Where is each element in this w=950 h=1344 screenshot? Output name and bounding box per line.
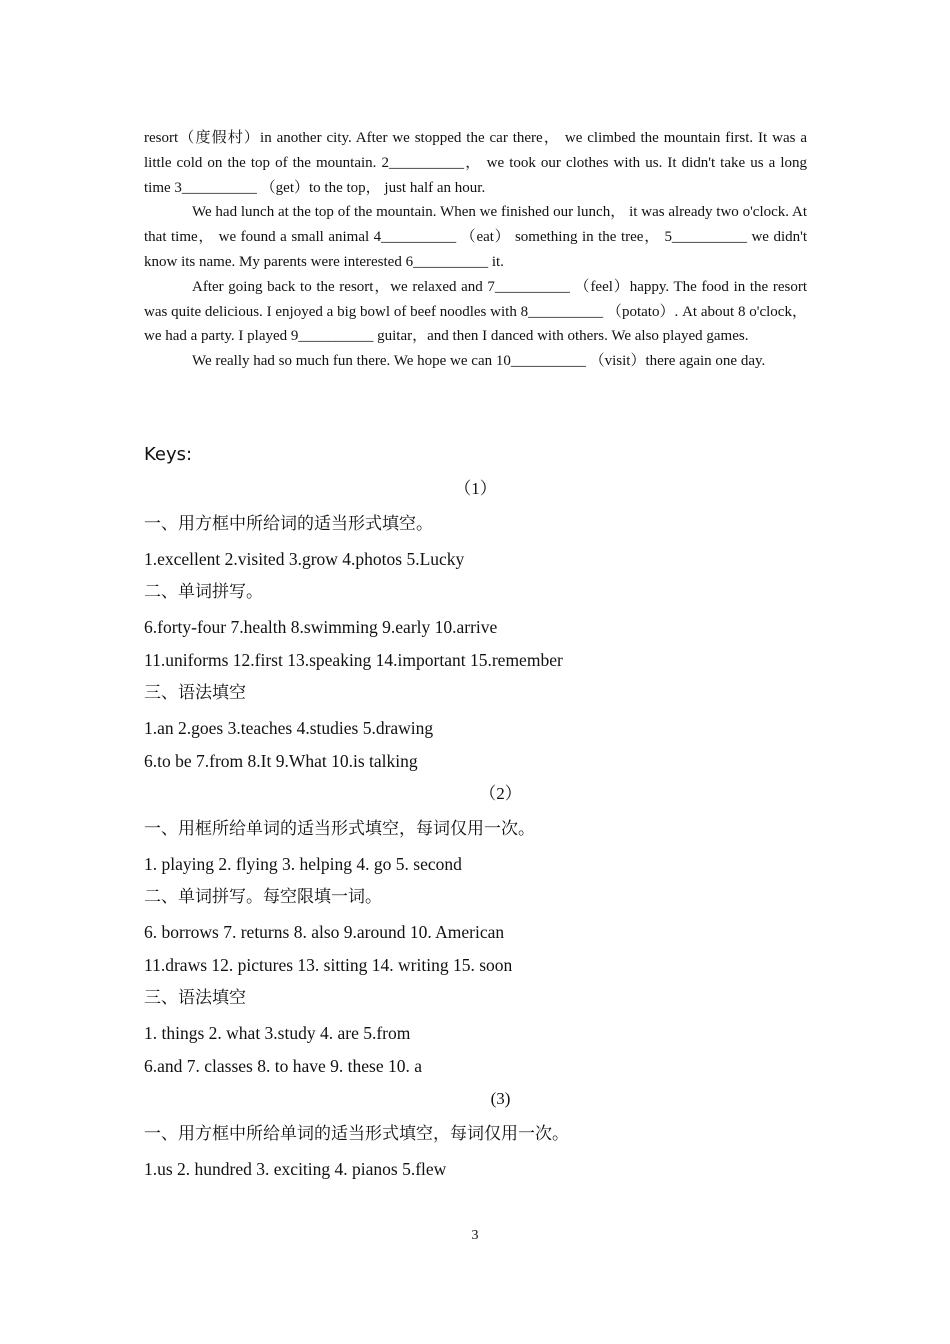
section-heading: 一、用方框中所给单词的适当形式填空，每词仅用一次。 xyxy=(144,1124,569,1144)
answer-line: 1.an 2.goes 3.teaches 4.studies 5.drawing xyxy=(144,718,434,738)
section-heading: 三、语法填空 xyxy=(144,988,246,1008)
section-heading: 二、单词拼写。每空限填一词。 xyxy=(144,887,382,907)
section-heading: 一、用方框中所给词的适当形式填空。 xyxy=(144,514,433,534)
answer-keys xyxy=(144,444,807,1189)
answer-line: 6.and 7. classes 8. to have 9. these 10. a xyxy=(144,1056,422,1076)
passage-paragraph: We had lunch at the top of the mountain. When we finished our lunch， it was already two o'clock. At that time， we found a small animal 4__________ （eat） something in the tree， 5__________ we didn't know its name. My parents were interested 6__________ it. xyxy=(144,204,807,270)
section-label-1: （1） xyxy=(454,479,497,498)
section-heading: 三、语法填空 xyxy=(144,683,246,703)
answer-line: 6. borrows 7. returns 8. also 9.around 10. American xyxy=(144,922,505,942)
section-heading: 二、单词拼写。 xyxy=(144,582,263,602)
answer-line: 11.draws 12. pictures 13. sitting 14. writing 15. soon xyxy=(144,955,513,975)
page-number: 3 xyxy=(471,1228,479,1243)
answer-line: 6.forty-four 7.health 8.swimming 9.early 10.arrive xyxy=(144,617,498,637)
answer-line: 11.uniforms 12.first 13.speaking 14.important 15.remember xyxy=(144,650,563,670)
answer-line: 1.us 2. hundred 3. exciting 4. pianos 5.flew xyxy=(144,1159,447,1179)
section-label-3: (3) xyxy=(490,1089,511,1108)
passage-paragraph: We really had so much fun there. We hope we can 10__________ （visit）there again one day. xyxy=(192,353,766,370)
reading-passage xyxy=(144,126,807,374)
section-label-2: （2） xyxy=(479,784,522,803)
keys-title: Keys: xyxy=(144,444,193,465)
answer-line: 1. playing 2. flying 3. helping 4. go 5. second xyxy=(144,854,462,874)
answer-line: 1.excellent 2.visited 3.grow 4.photos 5.Lucky xyxy=(144,549,465,569)
section-heading: 一、用框所给单词的适当形式填空，每词仅用一次。 xyxy=(144,819,535,839)
answer-line: 6.to be 7.from 8.It 9.What 10.is talking xyxy=(144,751,418,771)
passage-paragraph: After going back to the resort，we relaxed and 7__________ （feel）happy. The food in the resort was quite delicious. I enjoyed a big bowl of beef noodles with 8__________ （potato）. At about 8 o'clock，we had a party. I played 9__________ guitar，and then I danced with others. We also played games. xyxy=(144,278,807,345)
passage-paragraph: resort（度假村）in another city. After we stopped the car there， we climbed the mountain first. It was a little cold on the top of the mountain. 2__________， we took our clothes with us. It didn't take us a long time 3__________ （get）to the top， just half an hour. xyxy=(144,130,807,196)
answer-line: 1. things 2. what 3.study 4. are 5.from xyxy=(144,1023,411,1043)
